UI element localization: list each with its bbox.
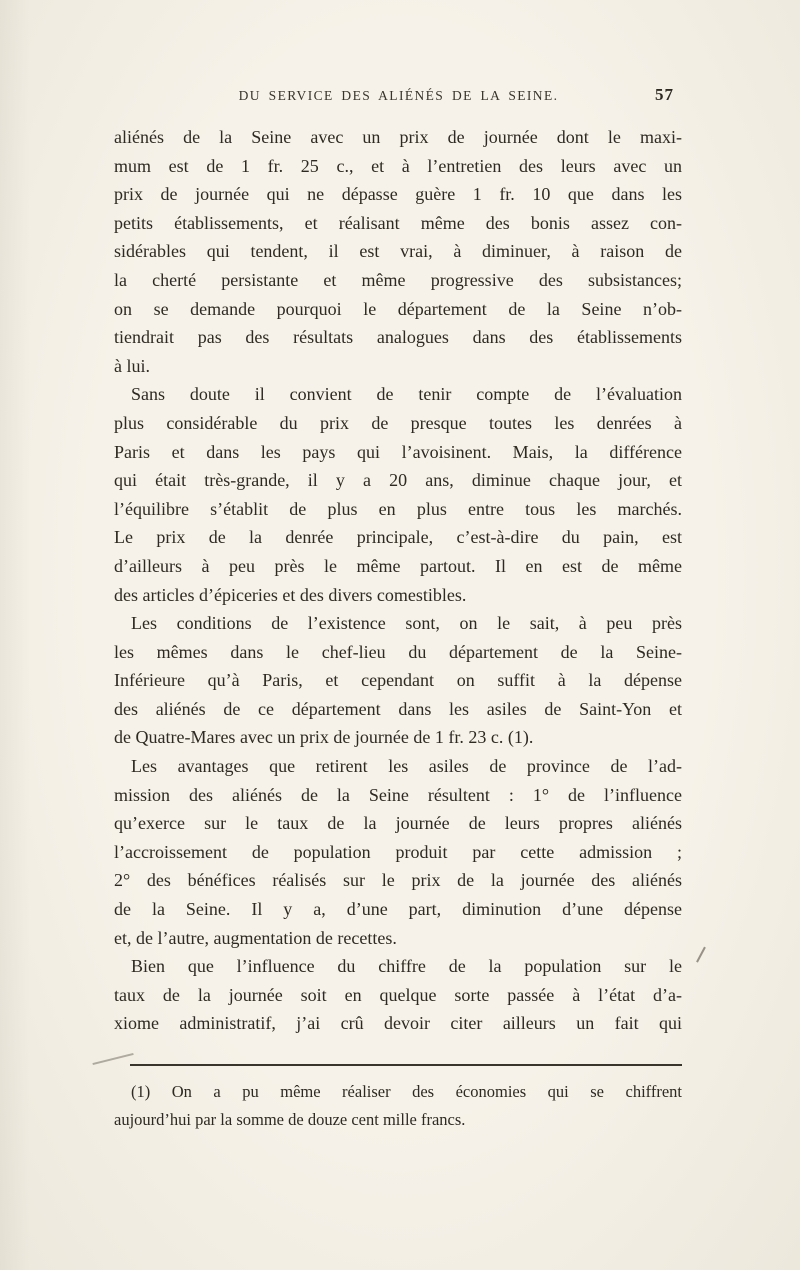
paragraph <box>114 123 682 380</box>
text-line: 2° des bénéfices réalisés sur le prix de la journée des aliénés <box>114 870 682 891</box>
paragraph <box>114 952 682 1038</box>
text-line: Bien que l’influence du chiffre de la population sur le <box>131 956 682 977</box>
text-line: des articles d’épiceries et des divers comestibles. <box>114 584 467 605</box>
text-line: sidérables qui tendent, il est vrai, à diminuer, à raison de <box>114 241 682 262</box>
text-line: petits établissements, et réalisant même des bonis assez con- <box>114 212 682 233</box>
text-line: plus considérable du prix de presque toutes les denrées à <box>114 412 682 433</box>
page-header <box>115 85 682 110</box>
text-line: Sans doute il convient de tenir compte de l’évaluation <box>131 384 682 405</box>
text-line: Les avantages que retirent les asiles de province de l’ad- <box>131 756 682 777</box>
text-line: l’accroissement de population produit par cette admission ; <box>114 841 682 862</box>
text-line: on se demande pourquoi le département de la Seine n’ob- <box>114 298 682 319</box>
text-line: (1) On a pu même réaliser des économies qui se chiffrent <box>131 1082 682 1101</box>
text-line: Paris et dans les pays qui l’avoisinent. Mais, la différence <box>114 441 682 462</box>
text-line: la cherté persistante et même progressive des subsistances; <box>114 269 682 290</box>
text-line: tiendrait pas des résultats analogues dans des établissements <box>114 327 682 348</box>
text-line: aliénés de la Seine avec un prix de journée dont le maxi- <box>114 127 682 147</box>
text-line: l’équilibre s’établit de plus en plus entre tous les marchés. <box>114 498 682 519</box>
text-line: Le prix de la denrée principale, c’est-à-dire du pain, est <box>114 527 682 548</box>
text-line: qu’exerce sur le taux de la journée de leurs propres aliénés <box>114 813 682 834</box>
footnote <box>114 1078 682 1134</box>
scan-artifact <box>92 1053 133 1065</box>
paragraph <box>114 609 682 752</box>
text-line: taux de la journée soit en quelque sorte passée à l’état d’a- <box>114 984 682 1005</box>
text-line: aujourd’hui par la somme de douze cent mille francs. <box>114 1110 466 1129</box>
paragraph <box>114 380 682 609</box>
body-text <box>114 123 682 1038</box>
text-line: à lui. <box>114 355 150 376</box>
text-line: d’ailleurs à peu près le même partout. Il en est de même <box>114 555 682 576</box>
text-line: et, de l’autre, augmentation de recettes. <box>114 927 397 948</box>
text-line: de la Seine. Il y a, d’une part, diminution d’une dépense <box>114 899 682 920</box>
footnote-rule <box>130 1064 682 1066</box>
text-line: de Quatre-Mares avec un prix de journée de 1 fr. 23 c. (1). <box>114 727 534 748</box>
page-number: 57 <box>655 85 674 104</box>
text-line: des aliénés de ce département dans les asiles de Saint-Yon et <box>114 698 682 719</box>
text-line: mum est de 1 fr. 25 c., et à l’entretien des leurs avec un <box>114 155 682 176</box>
text-line: qui était très-grande, il y a 20 ans, diminue chaque jour, et <box>114 470 682 491</box>
text-line: prix de journée qui ne dépasse guère 1 fr. 10 que dans les <box>114 184 682 205</box>
paragraph <box>114 752 682 952</box>
scan-artifact <box>696 947 705 963</box>
text-line: mission des aliénés de la Seine résultent : 1° de l’influence <box>114 784 682 805</box>
text-line: les mêmes dans le chef-lieu du département de la Seine- <box>114 641 682 662</box>
text-line: xiome administratif, j’ai crû devoir citer ailleurs un fait qui <box>114 1013 682 1034</box>
text-line: Les conditions de l’existence sont, on le sait, à peu près <box>131 613 682 634</box>
text-line: Inférieure qu’à Paris, et cependant on suffit à la dépense <box>114 670 682 691</box>
running-title: DU SERVICE DES ALIÉNÉS DE LA SEINE. <box>238 88 559 103</box>
